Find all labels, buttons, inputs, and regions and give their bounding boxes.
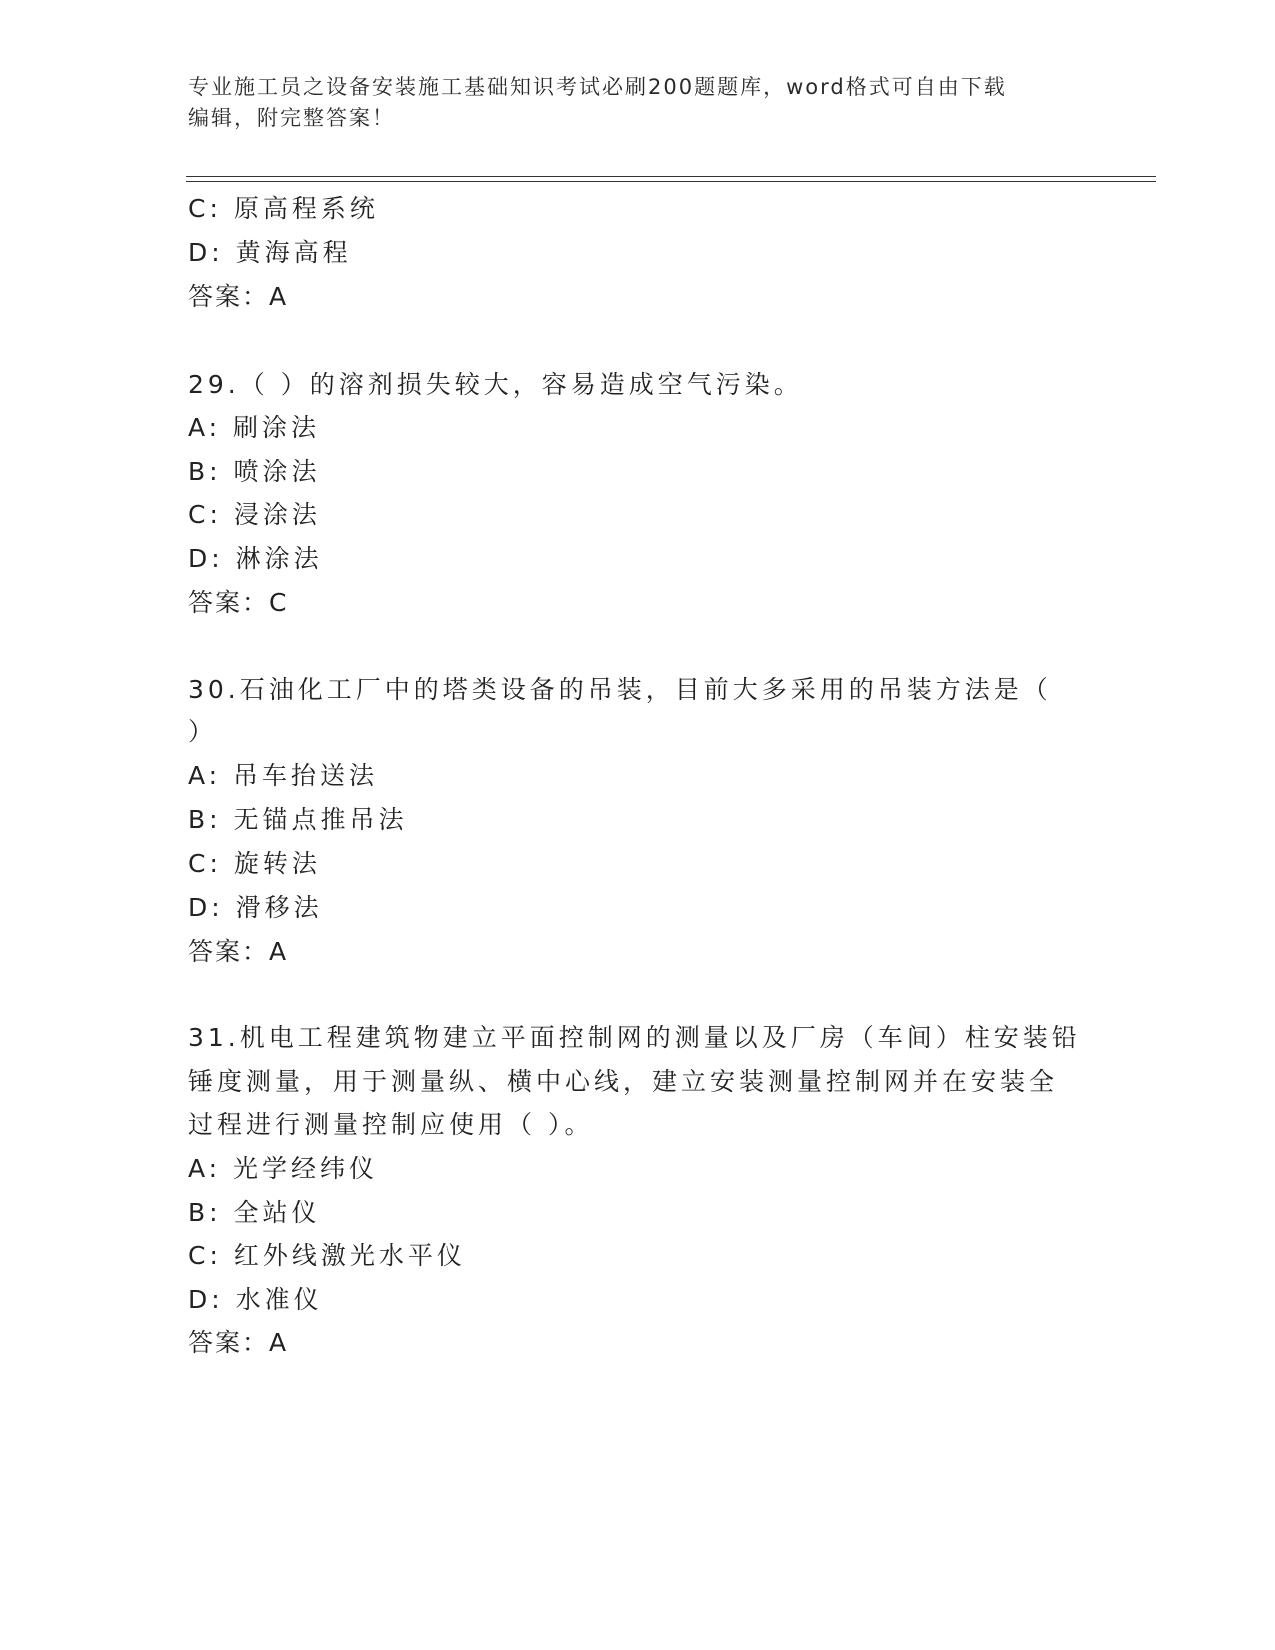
q29-answer: 答案：C [188,588,289,617]
q29-option-a: A: 刷涂法 [188,413,321,442]
q31-option-b: B: 全站仪 [188,1198,321,1227]
q29-option-b: B: 喷涂法 [188,457,321,486]
header-divider-top [186,176,1156,177]
header-divider-bottom [186,181,1156,182]
q31-option-a: A: 光学经纬仪 [188,1154,379,1183]
q31-option-d: D: 水准仪 [188,1285,323,1314]
q28-option-d: D: 黄海高程 [188,238,352,267]
header-title-line-1: 专业施工员之设备安装施工基础知识考试必刷200题题库，word格式可自由下载 [188,75,1007,99]
q31-stem-line-3: 过程进行测量控制应使用（ ）。 [188,1110,594,1139]
q29-option-d: D: 淋涂法 [188,544,323,573]
q31-stem-line-2: 锤度测量，用于测量纵、横中心线，建立安装测量控制网并在安装全 [188,1067,1059,1096]
q30-stem-line-2: ） [188,717,218,746]
q31-stem-line-1: 31.机电工程建筑物建立平面控制网的测量以及厂房（车间）柱安装铅 [188,1023,1081,1052]
q30-stem-line-1: 30.石油化工厂中的塔类设备的吊装，目前大多采用的吊装方法是（ [188,675,1052,704]
q30-option-d: D: 滑移法 [188,893,323,922]
q31-answer: 答案：A [188,1328,289,1357]
q30-option-c: C: 旋转法 [188,849,321,878]
q30-answer: 答案：A [188,937,289,966]
q31-option-c: C: 红外线激光水平仪 [188,1241,466,1270]
q29-stem: 29.（ ）的溶剂损失较大，容易造成空气污染。 [188,370,803,399]
header-title-line-2: 编辑，附完整答案！ [188,106,395,130]
q30-option-a: A: 吊车抬送法 [188,761,379,790]
q28-option-c: C: 原高程系统 [188,194,379,223]
document-header [188,72,1088,134]
q29-option-c: C: 浸涂法 [188,500,321,529]
q30-option-b: B: 无锚点推吊法 [188,805,408,834]
q28-answer: 答案：A [188,282,289,311]
